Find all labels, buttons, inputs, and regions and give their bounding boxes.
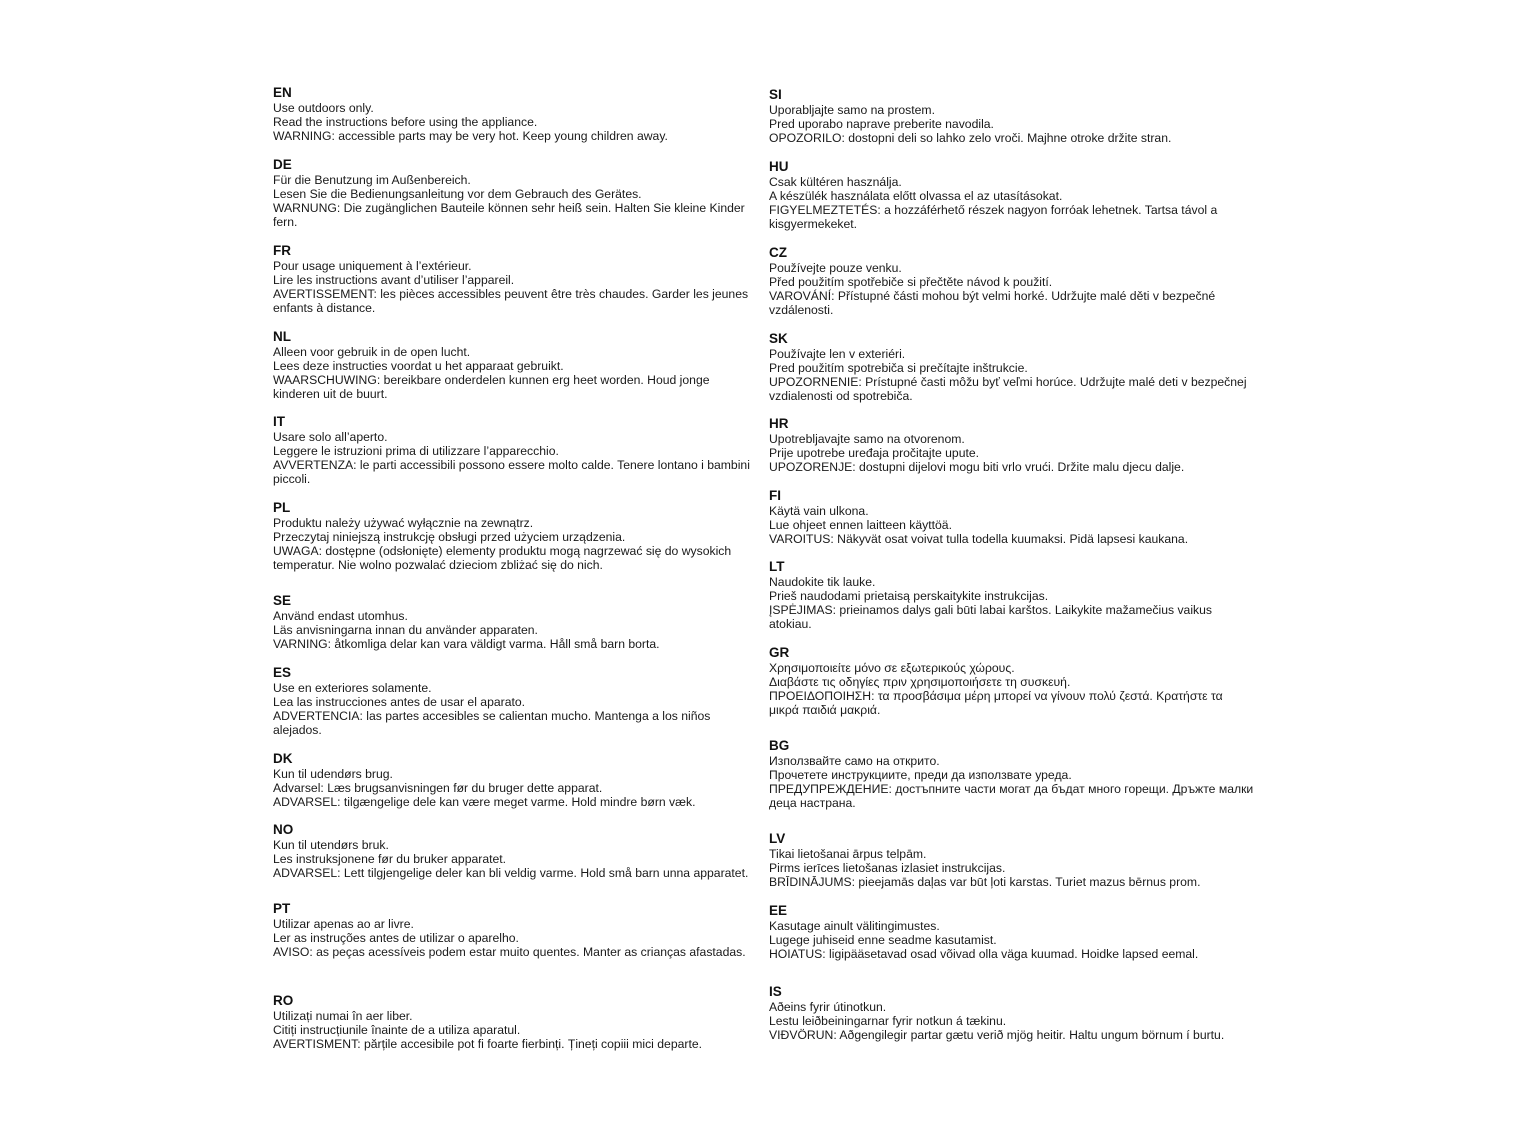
text-line: ADVARSEL: Lett tilgjengelige deler kan bli veldig varme. Hold små barn unna apparatet.: [273, 866, 749, 881]
language-block-gr: [769, 645, 1254, 717]
text-line: VAROVÁNÍ: Přístupné části mohou být velmi horké. Udržujte malé děti v bezpečné vzdálenosti.: [769, 289, 1216, 318]
text-line: Utilizar apenas ao ar livre.: [273, 917, 414, 931]
text-line: Pirms ierīces lietošanas izlasiet instrukcijas.: [769, 861, 1006, 876]
text-line: VAROITUS: Näkyvät osat voivat tulla todella kuumaksi. Pidä lapsesi kaukana.: [769, 532, 1189, 547]
text-line: Прочетете инструкциите, преди да използвате уреда.: [769, 768, 1072, 783]
language-block-fr: [273, 243, 758, 315]
text-line: Citiți instrucțiunile înainte de a utiliza aparatul.: [273, 1023, 521, 1038]
text-line: BRĪDINĀJUMS: pieejamās daļas var būt ļoti karstas. Turiet mazus bērnus prom.: [769, 875, 1201, 890]
language-code: LT: [769, 559, 785, 574]
text-line: UPOZORNENIE: Prístupné časti môžu byť veľmi horúce. Udržujte malé deti v bezpečnej vzdialenosti od spotrebiča.: [769, 375, 1247, 404]
language-code: RO: [273, 993, 294, 1008]
text-line: Alleen voor gebruik in de open lucht.: [273, 345, 471, 359]
text-line: Kun til udendørs brug.: [273, 767, 393, 781]
language-block-nl: [273, 329, 758, 401]
text-line: Pour usage uniquement à l’extérieur.: [273, 259, 472, 273]
text-line: Pred uporabo naprave preberite navodila.: [769, 117, 994, 132]
text-line: Χρησιμοποιείτε μόνο σε εξωτερικούς χώρους.: [769, 661, 1015, 675]
text-line: Use outdoors only.: [273, 101, 374, 115]
language-block-si: [769, 87, 1254, 145]
text-line: AVVERTENZA: le parti accessibili possono essere molto calde. Tenere lontano i bambini piccoli.: [273, 458, 750, 487]
text-line: Prieš naudodami prietaisą perskaitykite instrukcijas.: [769, 589, 1049, 604]
text-line: Před použitím spotřebiče si přečtěte návod k použití.: [769, 275, 1053, 290]
text-line: Csak kültéren használja.: [769, 175, 902, 189]
language-code: FR: [273, 243, 291, 258]
language-code: CZ: [769, 245, 787, 260]
language-block-no: [273, 822, 758, 880]
text-line: Les instruksjonene før du bruker apparatet.: [273, 852, 507, 867]
language-block-is: [769, 984, 1254, 1042]
text-line: Lugege juhiseid enne seadme kasutamist.: [769, 933, 997, 948]
language-block-hu: [769, 159, 1254, 231]
text-line: Usare solo all’aperto.: [273, 430, 388, 444]
language-block-se: [273, 593, 758, 651]
text-line: Use en exteriores solamente.: [273, 681, 432, 695]
language-code: FI: [769, 488, 781, 503]
language-code: HU: [769, 159, 789, 174]
text-line: A készülék használata előtt olvassa el az utasításokat.: [769, 189, 1063, 204]
text-line: Przeczytaj niniejszą instrukcję obsługi przed użyciem urządzenia.: [273, 530, 626, 545]
text-line: Lesen Sie die Bedienungsanleitung vor dem Gebrauch des Gerätes.: [273, 187, 642, 202]
text-line: Uporabljajte samo na prostem.: [769, 103, 935, 117]
text-line: Produktu należy używać wyłącznie na zewnątrz.: [273, 516, 534, 530]
text-line: AVISO: as peças acessíveis podem estar muito quentes. Manter as crianças afastadas.: [273, 945, 746, 960]
text-line: Leggere le istruzioni prima di utilizzare l’apparecchio.: [273, 444, 559, 459]
language-code: SE: [273, 593, 292, 608]
text-line: AVERTISSEMENT: les pièces accessibles peuvent être très chaudes. Garder les jeunes enfants à distance.: [273, 287, 749, 316]
text-line: Pred použitím spotrebiča si prečítajte inštrukcie.: [769, 361, 1028, 376]
text-line: Използвайте само на открито.: [769, 754, 940, 768]
text-line: Kun til utendørs bruk.: [273, 838, 389, 852]
language-code: DK: [273, 751, 293, 766]
language-code: NO: [273, 822, 294, 837]
language-block-it: [273, 414, 758, 486]
language-code: BG: [769, 738, 790, 753]
text-line: OPOZORILO: dostopni deli so lahko zelo vroči. Majhne otroke držite stran.: [769, 131, 1172, 146]
language-code: HR: [769, 416, 789, 431]
text-line: Lue ohjeet ennen laitteen käyttöä.: [769, 518, 952, 533]
text-line: UWAGA: dostępne (odsłonięte) elementy produktu mogą nagrzewać się do wysokich temperatur. Nie wolno pozwalać dzieciom zbliżać się do nich.: [273, 544, 732, 573]
language-code: GR: [769, 645, 790, 660]
language-block-en: [273, 85, 758, 143]
text-line: Für die Benutzung im Außenbereich.: [273, 173, 471, 187]
text-line: ADVERTENCIA: las partes accesibles se calientan mucho. Mantenga a los niños alejados.: [273, 709, 711, 738]
text-line: Používejte pouze venku.: [769, 261, 902, 275]
language-block-dk: [273, 751, 758, 809]
text-line: Använd endast utomhus.: [273, 609, 408, 623]
language-code: EE: [769, 903, 788, 918]
language-block-ro: [273, 993, 758, 1051]
text-line: ПРЕДУПРЕЖДЕНИЕ: достъпните части могат да бъдат много горещи. Дръжте малки деца настрана.: [769, 782, 1254, 811]
text-line: Διαβάστε τις οδηγίες πριν χρησιμοποιήσετε τη συσκευή.: [769, 675, 1071, 690]
text-line: ADVARSEL: tilgængelige dele kan være meget varme. Hold mindre børn væk.: [273, 795, 696, 810]
language-block-cz: [769, 245, 1254, 317]
language-code: PT: [273, 901, 291, 916]
text-line: Advarsel: Læs brugsanvisningen før du bruger dette apparat.: [273, 781, 603, 796]
text-line: Ler as instruções antes de utilizar o aparelho.: [273, 931, 519, 946]
text-line: ĮSPĖJIMAS: prieinamos dalys gali būti labai karštos. Laikykite mažamečius vaikus atokiau.: [769, 603, 1212, 632]
text-line: Lire les instructions avant d’utiliser l’appareil.: [273, 273, 515, 288]
text-line: UPOZORENJE: dostupni dijelovi mogu biti vrlo vrući. Držite malu djecu dalje.: [769, 460, 1185, 475]
language-block-ee: [769, 903, 1254, 961]
text-line: Aðeins fyrir útinotkun.: [769, 1000, 887, 1014]
text-line: WARNUNG: Die zugänglichen Bauteile können sehr heiß sein. Halten Sie kleine Kinder fern.: [273, 201, 745, 230]
text-line: WAARSCHUWING: bereikbare onderdelen kunnen erg heet worden. Houd jonge kinderen uit de buurt.: [273, 373, 710, 402]
language-code: NL: [273, 329, 291, 344]
language-block-bg: [769, 738, 1254, 810]
text-line: Lees deze instructies voordat u het apparaat gebruikt.: [273, 359, 564, 374]
text-line: Read the instructions before using the appliance.: [273, 115, 538, 130]
text-line: ΠΡΟΕΙΔΟΠΟΙΗΣΗ: τα προσβάσιμα μέρη μπορεί να γίνουν πολύ ζεστά. Κρατήστε τα μικρά παιδιά μακριά.: [769, 689, 1223, 718]
language-code: EN: [273, 85, 292, 100]
language-code: ES: [273, 665, 292, 680]
text-line: Používajte len v exteriéri.: [769, 347, 906, 361]
language-block-sk: [769, 331, 1254, 403]
text-line: Kasutage ainult välitingimustes.: [769, 919, 940, 933]
language-block-de: [273, 157, 758, 229]
language-block-pl: [273, 500, 758, 572]
text-line: Prije upotrebe uređaja pročitajte upute.: [769, 446, 980, 461]
language-code: SI: [769, 87, 782, 102]
language-block-hr: [769, 416, 1254, 474]
text-line: Tikai lietošanai ārpus telpām.: [769, 847, 927, 861]
text-line: Lestu leiðbeiningarnar fyrir notkun á tækinu.: [769, 1014, 1007, 1029]
text-line: Naudokite tik lauke.: [769, 575, 876, 589]
language-code: IS: [769, 984, 782, 999]
language-block-es: [273, 665, 758, 737]
language-block-lt: [769, 559, 1254, 631]
text-line: AVERTISMENT: părțile accesibile pot fi foarte fierbinți. Țineți copiii mici departe.: [273, 1037, 702, 1052]
text-line: Lea las instrucciones antes de usar el aparato.: [273, 695, 526, 710]
language-code: SK: [769, 331, 788, 346]
text-line: VIÐVÖRUN: Aðgengilegir partar gætu verið mjög heitir. Haltu ungum börnum í burtu.: [769, 1028, 1225, 1043]
language-code: PL: [273, 500, 291, 515]
text-line: Utilizați numai în aer liber.: [273, 1009, 413, 1023]
language-code: LV: [769, 831, 786, 846]
text-line: HOIATUS: ligipääsetavad osad võivad olla väga kuumad. Hoidke lapsed eemal.: [769, 947, 1199, 962]
language-block-lv: [769, 831, 1254, 889]
text-line: Läs anvisningarna innan du använder apparaten.: [273, 623, 538, 638]
text-line: FIGYELMEZTETÉS: a hozzáférhető részek nagyon forróak lehetnek. Tartsa távol a kisgyermekeket.: [769, 203, 1218, 232]
language-block-pt: [273, 901, 758, 959]
text-line: VARNING: åtkomliga delar kan vara väldigt varma. Håll små barn borta.: [273, 637, 660, 652]
language-code: DE: [273, 157, 292, 172]
language-block-fi: [769, 488, 1254, 546]
text-line: WARNING: accessible parts may be very hot. Keep young children away.: [273, 129, 668, 144]
text-line: Upotrebljavajte samo na otvorenom.: [769, 432, 965, 446]
text-line: Käytä vain ulkona.: [769, 504, 869, 518]
language-code: IT: [273, 414, 285, 429]
